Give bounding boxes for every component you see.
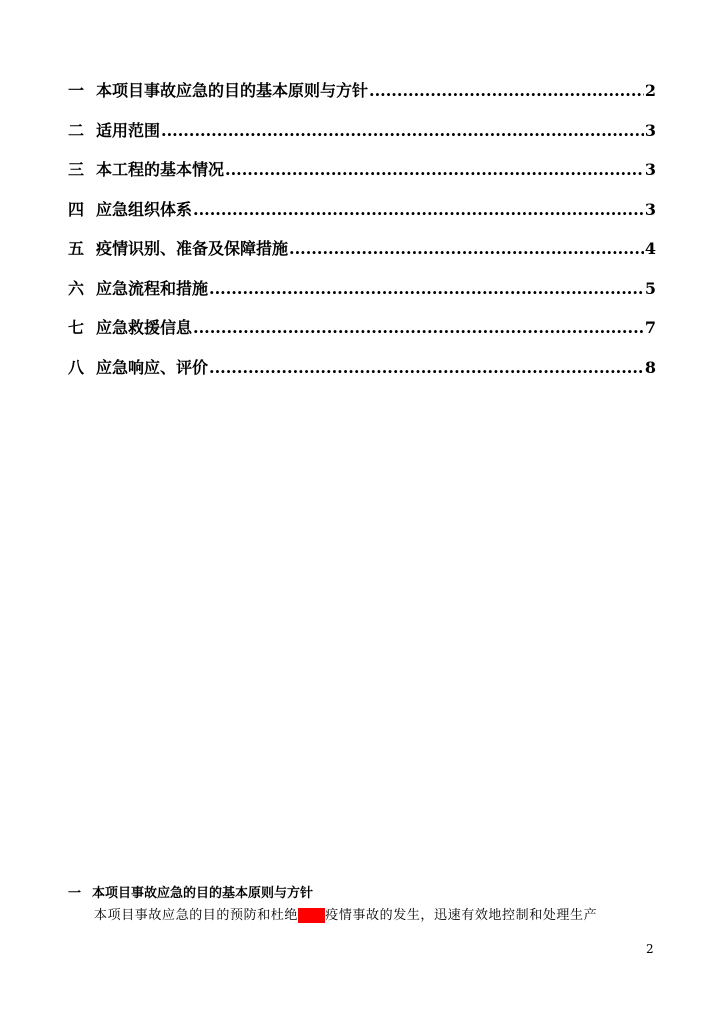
toc-entry-title: 本工程的基本情况: [96, 160, 225, 179]
toc-entry-title: 疫情识别、准备及保障措施: [96, 239, 289, 258]
toc-entry-page: 7: [644, 318, 656, 337]
toc-dot-leader: [209, 358, 644, 377]
toc-entry-page: 3: [644, 199, 656, 219]
toc-entry-number: 二: [68, 120, 85, 140]
toc-entry-page: 2: [644, 81, 656, 100]
toc-entry-page: 5: [644, 278, 656, 298]
toc-entry-1[interactable]: [68, 78, 656, 118]
section-paragraph: [68, 904, 658, 923]
toc-entry-title: 应急响应、评价: [96, 357, 209, 377]
toc-entry-title: 本项目事故应急的目的基本原则与方针: [96, 81, 369, 100]
paragraph-text-end: 疫情事故的发生，迅速有效地控制和处理生产: [325, 908, 598, 923]
toc-entry-8[interactable]: [68, 355, 656, 395]
paragraph-text-start: 本项目事故应急的目的预防和杜绝: [94, 908, 299, 923]
section-title: 本项目事故应急的目的基本原则与方针: [92, 886, 314, 901]
toc-entry-page: 3: [644, 160, 656, 179]
toc-entry-page: 4: [644, 239, 656, 258]
section-1: [68, 882, 658, 923]
toc-entry-5[interactable]: [68, 236, 656, 276]
toc-dot-leader: [193, 318, 644, 337]
toc-dot-leader: [161, 121, 644, 140]
redacted-highlight: 某某: [298, 908, 326, 923]
toc-entry-3[interactable]: [68, 157, 656, 197]
toc-entry-title: 适用范围: [96, 120, 161, 140]
toc-entry-title: 应急流程和措施: [96, 278, 209, 298]
toc-dot-leader: [369, 81, 644, 100]
toc-entry-7[interactable]: [68, 315, 656, 355]
toc-dot-leader: [209, 279, 644, 298]
toc-entry-number: 五: [68, 239, 85, 258]
section-heading: [68, 882, 658, 904]
toc-entry-number: 三: [68, 160, 85, 179]
toc-entry-page: 8: [644, 357, 656, 377]
section-number: 一: [68, 886, 82, 901]
toc-dot-leader: [193, 200, 644, 219]
toc-entry-2[interactable]: [68, 118, 656, 158]
toc-entry-page: 3: [644, 120, 656, 140]
table-of-contents: [68, 78, 656, 394]
toc-entry-title: 应急救援信息: [96, 318, 193, 337]
toc-entry-number: 一: [68, 81, 85, 100]
toc-dot-leader: [225, 160, 644, 179]
toc-entry-4[interactable]: [68, 197, 656, 237]
toc-entry-number: 八: [68, 357, 85, 377]
toc-entry-6[interactable]: [68, 276, 656, 316]
toc-dot-leader: [289, 239, 644, 258]
toc-entry-number: 四: [68, 199, 85, 219]
toc-entry-title: 应急组织体系: [96, 199, 193, 219]
toc-entry-number: 六: [68, 278, 85, 298]
toc-entry-number: 七: [68, 318, 85, 337]
page-number: 2: [646, 942, 654, 956]
